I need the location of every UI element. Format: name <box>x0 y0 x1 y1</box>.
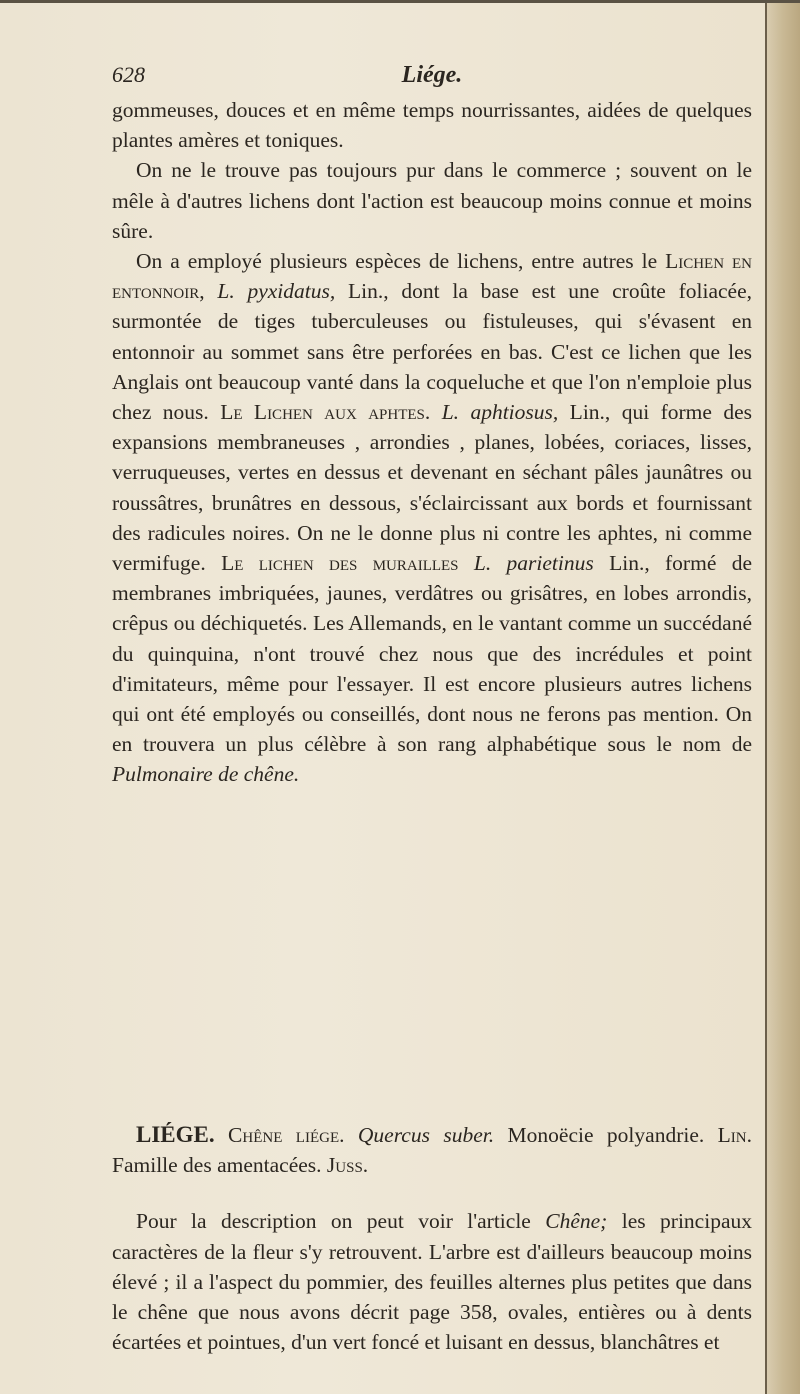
entry-latin-name: Quercus suber. <box>357 1123 495 1147</box>
p3-text-a: On a employé plusieurs espèces de lichens, entre autres le <box>136 249 666 274</box>
page-top-edge <box>0 0 800 3</box>
description-paragraph <box>112 1206 752 1357</box>
entry-gap <box>112 1180 752 1206</box>
description-text-1: Pour la description on peut voir l'article <box>136 1209 546 1234</box>
paragraph-2: On ne le trouve pas toujours pur dans le commerce ; souvent on le mêle à d'autres lichens dont l'action est beaucoup moins connue et moins sûre. <box>112 158 752 243</box>
book-gutter <box>765 0 800 1394</box>
latin-name-1: L. pyxidatus, <box>217 279 336 304</box>
page-number: 628 <box>112 62 145 87</box>
p3-text-b: Lin., dont la base est une croûte foliacée, surmontée de tiges tuberculeuses ou fistuleuses, qui s'évasent en entonnoir au sommet sans être perforées en bas. C'est ce lichen que les Anglais ont beaucoup vanté dans la coqueluche et que l'on n'emploie plus chez nous. <box>112 279 753 425</box>
latin-name-3: L. parietinus <box>473 551 594 576</box>
body-text-bottom <box>112 1120 752 1357</box>
page-header <box>112 62 752 98</box>
lichen-name-1: Lichen en entonnoir <box>112 249 752 304</box>
p3-text-d: Lin., formé de membranes imbriquées, jaunes, verdâtres ou grisâtres, en lobes arrondis, crêpus ou déchiquetés. Les Allemands, en le vantant comme un succédané du quinquina, n'ont trouvé chez nous que des incrédules et point d'imitateurs, même pour l'essayer. Il est encore plusieurs autres lichens qui ont été employés ou conseillés, dont nous ne ferons pas mention. On en trouvera un plus célèbre à son rang alphabétique sous le nom de <box>112 551 752 757</box>
entry-heading <box>112 1120 752 1180</box>
lichen-name-3: Le lichen des murailles <box>221 551 459 576</box>
body-text-top <box>112 95 752 790</box>
entry-common-name: Chêne liége. <box>228 1123 345 1147</box>
entry-author-2: Juss. <box>326 1153 369 1178</box>
entry-classification: Monoëcie polyandrie. <box>494 1123 718 1147</box>
cross-reference: Pulmonaire de chêne. <box>112 762 300 787</box>
p3-text-c: Lin., qui forme des expansions membraneuses , arrondies , planes, lobées, coriaces, lisses, verruqueuses, vertes en dessus et devenant en séchant pâles jaunâtres ou roussâtres, brunâtres en dessous, s'éclaircissant aux bords et fournissant des radicules noires. On ne le donne plus ni contre les aphtes, ni comme vermifuge. <box>112 400 753 576</box>
entry-author-1: Lin. <box>717 1123 753 1147</box>
description-reference: Chêne; <box>545 1209 608 1234</box>
running-title: Liége. <box>401 62 463 88</box>
lichen-name-2: Le Lichen aux aphtes. <box>220 400 431 425</box>
entry-headword: LIÉGE. <box>136 1122 215 1147</box>
paragraph-3: On a employé plusieurs espèces de lichens, entre autres le Lichen en entonnoir, L. pyxidatus, Lin., dont la base est une croûte foliacée, surmontée de tiges tuberculeuses ou fistuleuses, qui s'évasent en entonnoir au sommet sans être perforées en bas. C'est ce lichen que les Anglais ont beaucoup vanté dans la coqueluche et que l'on n'emploie plus chez nous. Le Lichen aux aphtes. L. aphtiosus, Lin., qui forme des expansions membraneuses , arrondies , planes, lobées, coriaces, lisses, verruqueuses, vertes en dessus et devenant en séchant pâles jaunâtres ou roussâtres, brunâtres en dessous, s'éclaircissant aux bords et fournissant des radicules noires. On ne le donne plus ni contre les aphtes, ni comme vermifuge. Le lichen des murailles L. parietinus Lin., formé de membranes imbriquées, jaunes, verdâtres ou grisâtres, en lobes arrondis, crêpus ou déchiquetés. Les Allemands, en le vantant comme un succédané du quinquina, n'ont trouvé chez nous que des incrédules et point d'imitateurs, même pour l'essayer. Il est encore plusieurs autres lichens qui ont été employés ou conseillés, dont nous ne ferons pas mention. On en trouvera un plus célèbre à son rang alphabétique sous le nom de Pulmonaire de chêne. <box>112 249 753 787</box>
paragraph-1: gommeuses, douces et en même temps nourrissantes, aidées de quelques plantes amères et toniques. <box>112 98 752 153</box>
latin-name-2: L. aphtiosus, <box>441 400 559 425</box>
description-text-2: les principaux caractères de la fleur s'y retrouvent. L'arbre est d'ailleurs beaucoup moins élevé ; il a l'aspect du pommier, des feuilles alternes plus petites que dans le chêne que nous avons décrit page 358, ovales, entières ou à dents écartées et pointues, d'un vert foncé et luisant en dessus, blanchâtres et <box>112 1209 752 1355</box>
entry-family: Famille des amentacées. <box>112 1153 327 1178</box>
